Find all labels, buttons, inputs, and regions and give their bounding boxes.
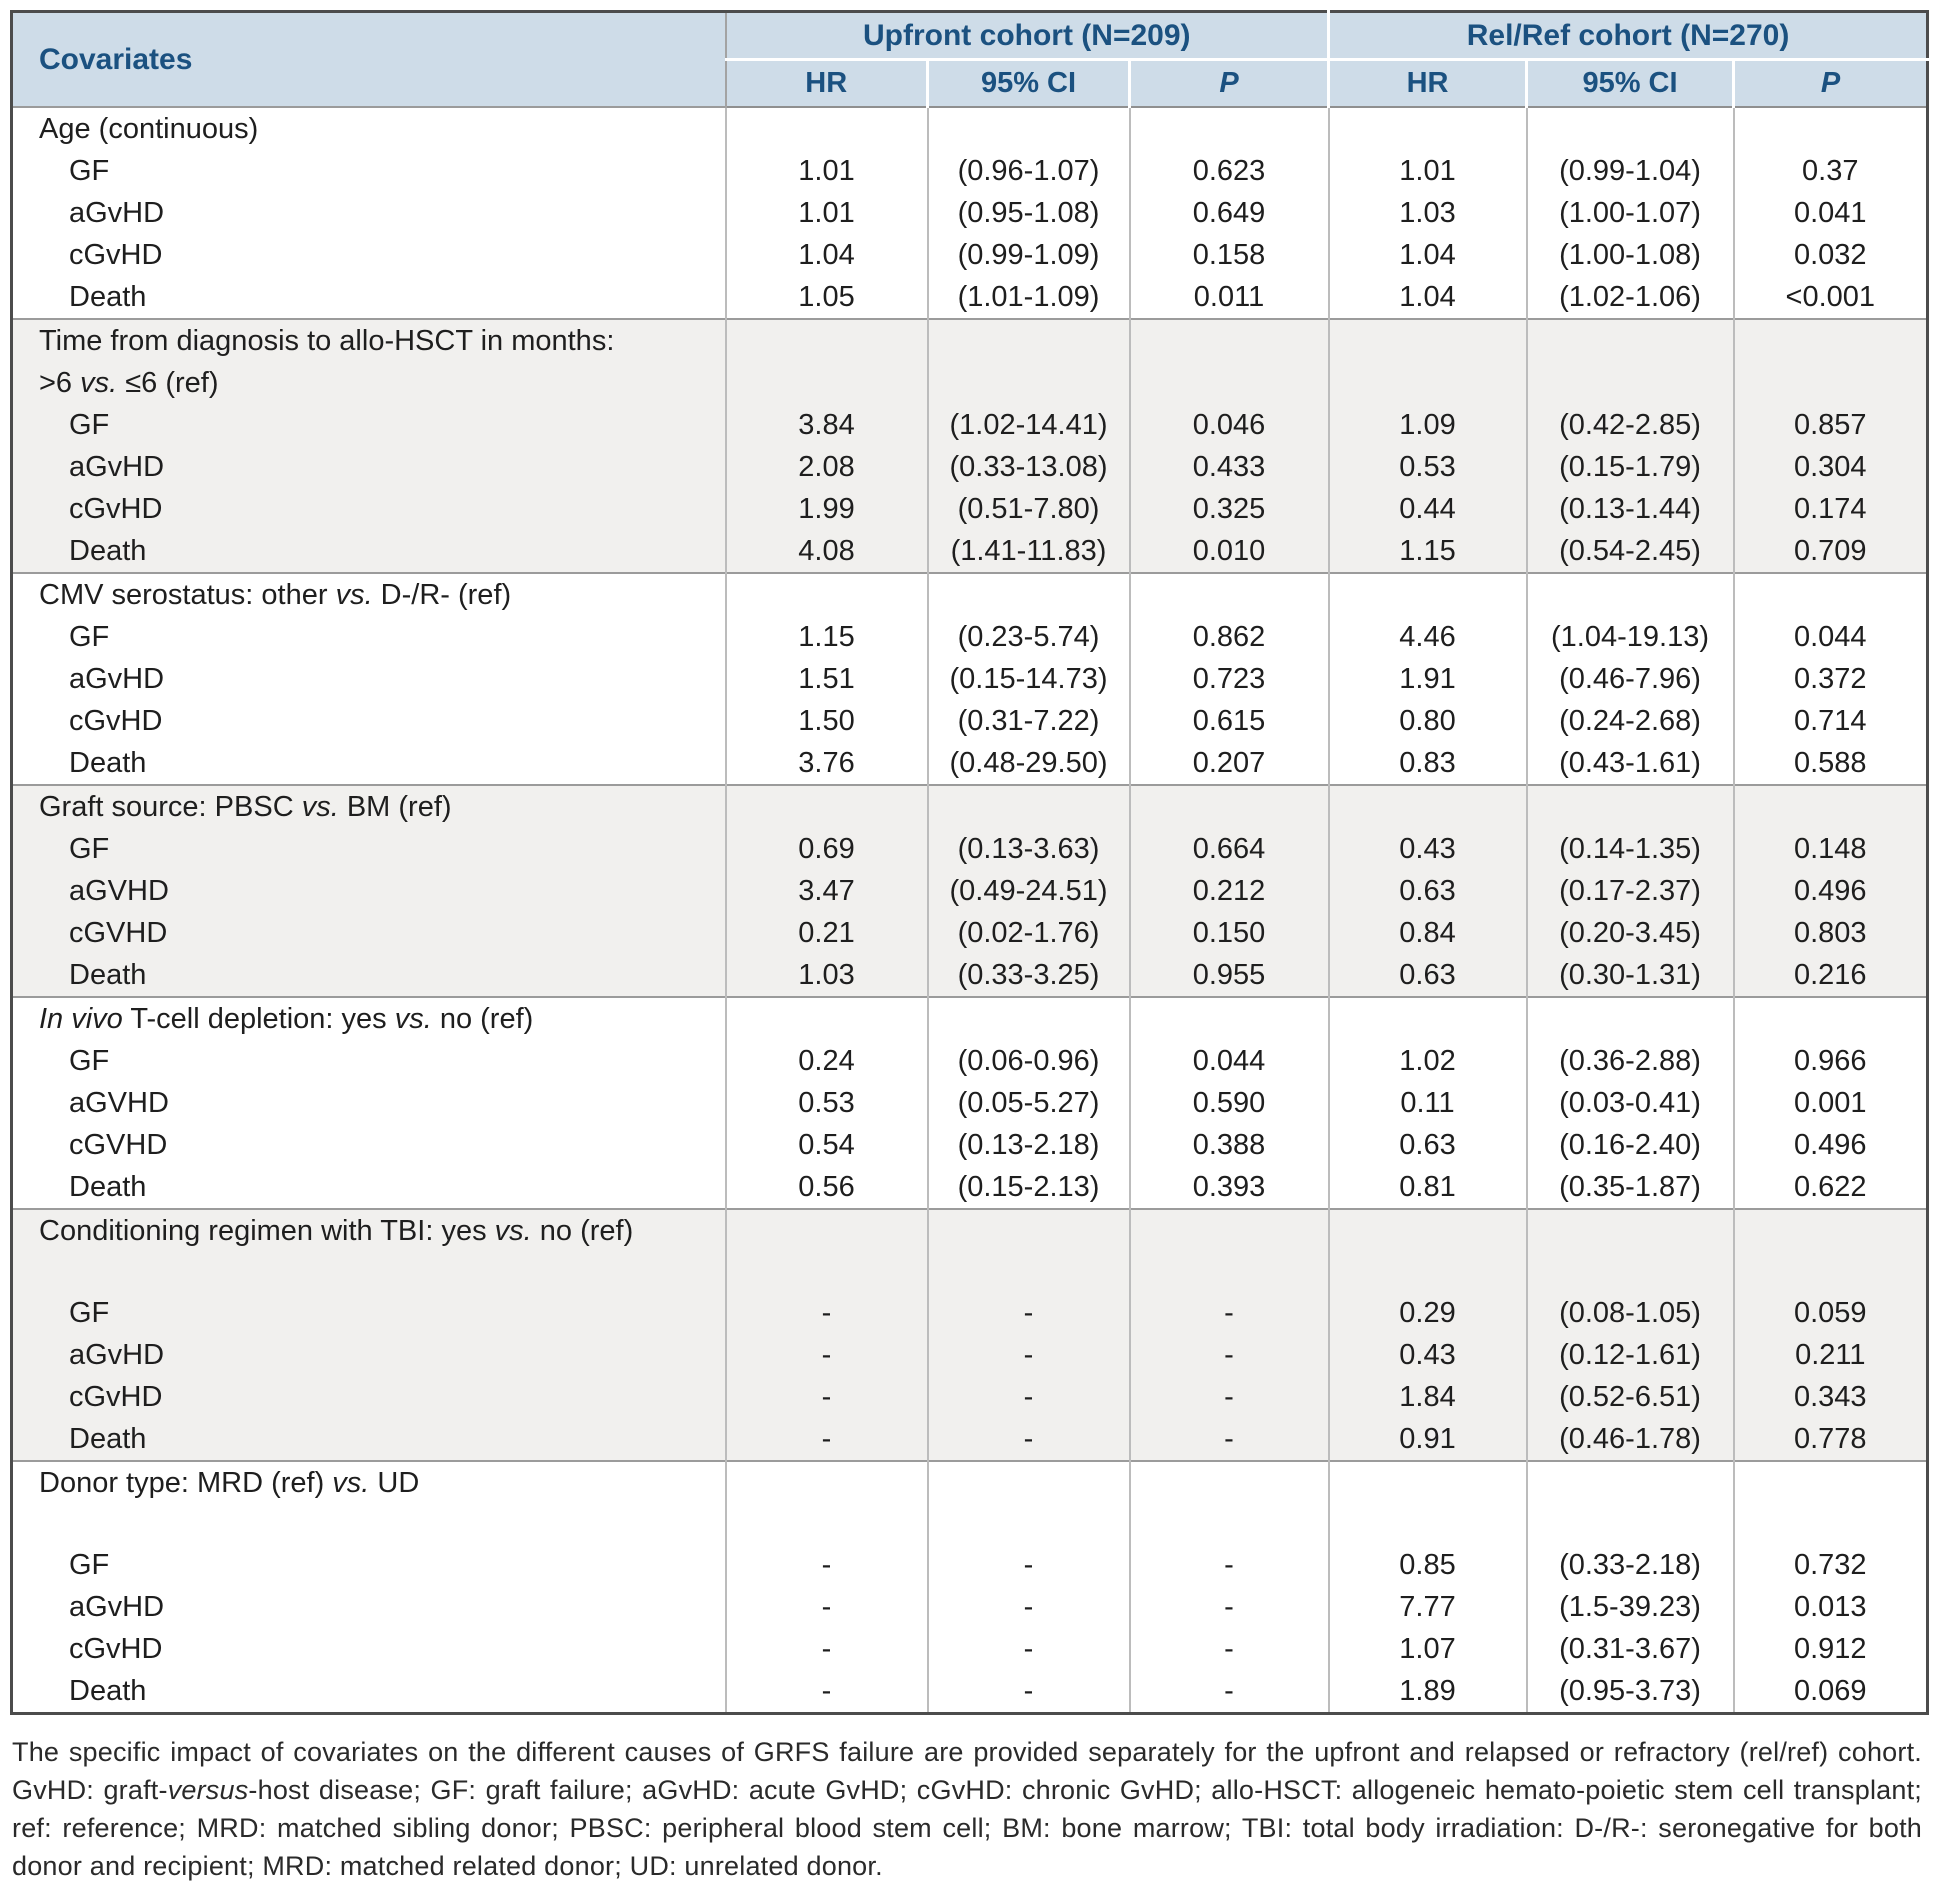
table-header [12, 12, 1928, 108]
ci-value: (0.35-1.87) [1527, 1166, 1734, 1209]
p-value: 0.041 [1734, 192, 1928, 234]
empty-cell [1734, 997, 1928, 1040]
p-value: 0.148 [1734, 828, 1928, 870]
ci-value: (0.02-1.76) [928, 912, 1130, 954]
p-value: 0.433 [1130, 446, 1329, 488]
p-value: 0.803 [1734, 912, 1928, 954]
section-label: Donor type: MRD (ref) vs. UD [12, 1461, 726, 1544]
p-value: 0.37 [1734, 150, 1928, 192]
table-row [12, 700, 1928, 742]
row-label: Death [12, 1418, 726, 1461]
hr-value: 0.80 [1329, 700, 1527, 742]
ci-value: (0.36-2.88) [1527, 1040, 1734, 1082]
section-label: CMV serostatus: other vs. D-/R- (ref) [12, 573, 726, 616]
p-value: 0.069 [1734, 1670, 1928, 1714]
empty-cell [1527, 1209, 1734, 1292]
empty-cell [1734, 573, 1928, 616]
hr-value: 0.43 [1329, 828, 1527, 870]
p-value: 0.059 [1734, 1292, 1928, 1334]
p-value: - [1130, 1418, 1329, 1461]
ci-value: (0.13-3.63) [928, 828, 1130, 870]
hr-value: 0.11 [1329, 1082, 1527, 1124]
p-value: 0.857 [1734, 404, 1928, 446]
ci-value: (0.05-5.27) [928, 1082, 1130, 1124]
col-header-p: P [1734, 60, 1928, 108]
table-row [12, 1209, 1928, 1292]
empty-cell [726, 107, 928, 150]
table-row [12, 1040, 1928, 1082]
row-label: Death [69, 747, 147, 779]
row-label: aGVHD [12, 870, 726, 912]
ci-value: (0.99-1.04) [1527, 150, 1734, 192]
hr-value: 0.84 [1329, 912, 1527, 954]
ci-value: (0.96-1.07) [928, 150, 1130, 192]
table-row [12, 742, 1928, 785]
table-row [12, 488, 1928, 530]
p-value: <0.001 [1734, 276, 1928, 319]
table-row [12, 658, 1928, 700]
hr-value: 1.04 [1329, 234, 1527, 276]
table-row [12, 234, 1928, 276]
p-value: 0.590 [1130, 1082, 1329, 1124]
hr-value: 1.01 [1329, 150, 1527, 192]
p-value: 0.150 [1130, 912, 1329, 954]
p-value: 0.664 [1130, 828, 1329, 870]
hr-value: 0.63 [1329, 954, 1527, 997]
ci-value: (0.12-1.61) [1527, 1334, 1734, 1376]
table-row [12, 1376, 1928, 1418]
empty-cell [1329, 1209, 1527, 1292]
table-row [12, 828, 1928, 870]
table-row [12, 107, 1928, 150]
p-value: 0.623 [1130, 150, 1329, 192]
p-value: - [1130, 1334, 1329, 1376]
p-value: 0.622 [1734, 1166, 1928, 1209]
hr-value: - [726, 1376, 928, 1418]
p-value: 0.174 [1734, 488, 1928, 530]
row-label: cGVHD [12, 912, 726, 954]
empty-cell [726, 319, 928, 404]
hr-value: 0.56 [726, 1166, 928, 1209]
row-label: aGvHD [69, 1591, 165, 1623]
hr-value: 1.04 [726, 234, 928, 276]
ci-value: (0.17-2.37) [1527, 870, 1734, 912]
ci-value: (0.95-1.08) [928, 192, 1130, 234]
p-value: 0.955 [1130, 954, 1329, 997]
empty-cell [928, 107, 1130, 150]
hr-value: 0.24 [726, 1040, 928, 1082]
col-header-ci: 95% CI [928, 60, 1130, 108]
hr-value: 1.15 [1329, 530, 1527, 573]
row-label: Death [12, 530, 726, 573]
ci-value: - [928, 1292, 1130, 1334]
hr-value: 1.84 [1329, 1376, 1527, 1418]
table-row [12, 276, 1928, 319]
hr-value: 1.50 [726, 700, 928, 742]
ci-value: (0.33-3.25) [928, 954, 1130, 997]
hr-value: 7.77 [1329, 1586, 1527, 1628]
ci-value: (1.02-1.06) [1527, 276, 1734, 319]
section-label: Time from diagnosis to allo-HSCT in months: >6 vs. ≤6 (ref) [12, 319, 726, 404]
table-row [12, 1292, 1928, 1334]
p-value: 0.207 [1130, 742, 1329, 785]
empty-cell [1527, 997, 1734, 1040]
hr-value: - [726, 1334, 928, 1376]
empty-cell [1130, 997, 1329, 1040]
row-label: GF [12, 828, 726, 870]
p-value: 0.714 [1734, 700, 1928, 742]
row-label: cGvHD [69, 1633, 163, 1665]
empty-cell [726, 785, 928, 828]
hr-value: 1.05 [726, 276, 928, 319]
ci-value: (0.03-0.41) [1527, 1082, 1734, 1124]
hr-value: 1.04 [1329, 276, 1527, 319]
empty-cell [1527, 1461, 1734, 1544]
section-label: Graft source: PBSC vs. BM (ref) [12, 785, 726, 828]
ci-value: (0.08-1.05) [1527, 1292, 1734, 1334]
row-label: aGvHD [12, 446, 726, 488]
ci-value: (1.00-1.07) [1527, 192, 1734, 234]
row-label: Death [69, 1171, 147, 1203]
hr-value: 0.29 [1329, 1292, 1527, 1334]
table-row [12, 573, 1928, 616]
ci-value: (0.30-1.31) [1527, 954, 1734, 997]
empty-cell [1130, 1209, 1329, 1292]
table-row [12, 192, 1928, 234]
p-value: - [1130, 1628, 1329, 1670]
empty-cell [1329, 997, 1527, 1040]
p-value: 0.372 [1734, 658, 1928, 700]
hr-value: 1.02 [1329, 1040, 1527, 1082]
p-value: 0.212 [1130, 870, 1329, 912]
ci-value: - [928, 1586, 1130, 1628]
table-row [12, 1586, 1928, 1628]
table-row [12, 870, 1928, 912]
ci-value: (0.06-0.96) [928, 1040, 1130, 1082]
hr-value: - [726, 1292, 928, 1334]
footnote-text: The specific impact of covariates on the different causes of GRFS failure are provided separately for the upfront and relapsed or refractory (rel/ref) cohort. GvHD: graft-versus-host disease; GF: graft failure; aGvHD: acute GvHD; cGvHD: chronic GvHD; allo-HSCT: allogeneic hemato-poietic stem cell transplant; ref: reference; MRD: matched sibling donor; PBSC: peripheral blood stem cell; BM: bone marrow; TBI: total body irradiation: D-/R-: seronegative for both donor and recipient; MRD: matched related donor; UD: unrelated donor. [12, 1737, 1922, 1881]
p-value: 0.966 [1734, 1040, 1928, 1082]
ci-value: - [928, 1544, 1130, 1586]
hr-value: - [726, 1544, 928, 1586]
row-label: GF [12, 404, 726, 446]
table-row [12, 616, 1928, 658]
table-row [12, 446, 1928, 488]
ci-value: (1.41-11.83) [928, 530, 1130, 573]
ci-value: (0.13-2.18) [928, 1124, 1130, 1166]
p-value: 0.044 [1130, 1040, 1329, 1082]
empty-cell [1527, 107, 1734, 150]
row-label: Death [69, 281, 147, 313]
p-value: 0.732 [1734, 1544, 1928, 1586]
ci-value: (0.15-14.73) [928, 658, 1130, 700]
hr-value: 0.69 [726, 828, 928, 870]
empty-cell [1329, 319, 1527, 404]
row-label: GF [69, 621, 110, 653]
col-header-p: P [1130, 60, 1329, 108]
empty-cell [1527, 319, 1734, 404]
table-row [12, 785, 1928, 828]
empty-cell [928, 1461, 1130, 1544]
row-label: Death [12, 954, 726, 997]
ci-value: (0.31-3.67) [1527, 1628, 1734, 1670]
table-body [12, 107, 1928, 1714]
empty-cell [1734, 319, 1928, 404]
empty-cell [1130, 785, 1329, 828]
p-value: 0.588 [1734, 742, 1928, 785]
empty-cell [726, 573, 928, 616]
hr-value: 0.63 [1329, 870, 1527, 912]
p-value: - [1130, 1586, 1329, 1628]
p-value: 0.778 [1734, 1418, 1928, 1461]
row-label: aGvHD [69, 197, 165, 229]
hr-value: 1.91 [1329, 658, 1527, 700]
hr-value: 0.83 [1329, 742, 1527, 785]
ci-value: (0.33-13.08) [928, 446, 1130, 488]
ci-value: (0.15-2.13) [928, 1166, 1130, 1209]
hr-value: 1.09 [1329, 404, 1527, 446]
p-value: 0.912 [1734, 1628, 1928, 1670]
ci-value: (0.23-5.74) [928, 616, 1130, 658]
table-row [12, 1166, 1928, 1209]
p-value: 0.709 [1734, 530, 1928, 573]
p-value: 0.325 [1130, 488, 1329, 530]
row-label: cGvHD [12, 1376, 726, 1418]
hr-value: 0.53 [1329, 446, 1527, 488]
ci-value: (0.24-2.68) [1527, 700, 1734, 742]
p-value: 0.032 [1734, 234, 1928, 276]
p-value: 0.011 [1130, 276, 1329, 319]
empty-cell [1734, 785, 1928, 828]
hr-value: 0.54 [726, 1124, 928, 1166]
ci-value: - [928, 1670, 1130, 1714]
empty-cell [1527, 785, 1734, 828]
row-label: cGVHD [69, 1129, 168, 1161]
p-value: 0.046 [1130, 404, 1329, 446]
hr-value: 2.08 [726, 446, 928, 488]
ci-value: (0.48-29.50) [928, 742, 1130, 785]
p-value: 0.649 [1130, 192, 1329, 234]
hr-value: 1.99 [726, 488, 928, 530]
p-value: 0.723 [1130, 658, 1329, 700]
hr-value: 0.63 [1329, 1124, 1527, 1166]
p-value: 0.044 [1734, 616, 1928, 658]
row-label: cGvHD [12, 488, 726, 530]
p-value: 0.216 [1734, 954, 1928, 997]
row-label: aGvHD [69, 663, 165, 695]
p-value: 0.343 [1734, 1376, 1928, 1418]
hr-value: 0.21 [726, 912, 928, 954]
cohort-header-relref: Rel/Ref cohort (N=270) [1329, 12, 1928, 60]
table-row [12, 1544, 1928, 1586]
covariates-header-cell: Covariates [12, 12, 726, 108]
ci-value: - [928, 1628, 1130, 1670]
p-value: 0.496 [1734, 1124, 1928, 1166]
hr-value: 0.85 [1329, 1544, 1527, 1586]
table-row [12, 319, 1928, 404]
ci-value: (0.42-2.85) [1527, 404, 1734, 446]
p-value: 0.158 [1130, 234, 1329, 276]
row-label: aGVHD [69, 1087, 169, 1119]
table-row [12, 1461, 1928, 1544]
empty-cell [1527, 573, 1734, 616]
row-label: GF [69, 1549, 110, 1581]
ci-value: (0.52-6.51) [1527, 1376, 1734, 1418]
empty-cell [1329, 573, 1527, 616]
p-value: 0.211 [1734, 1334, 1928, 1376]
table-row [12, 954, 1928, 997]
p-value: - [1130, 1670, 1329, 1714]
col-header-hr: HR [726, 60, 928, 108]
table-row [12, 912, 1928, 954]
ci-value: (0.46-7.96) [1527, 658, 1734, 700]
hr-value: 4.08 [726, 530, 928, 573]
hr-value: 4.46 [1329, 616, 1527, 658]
table-row [12, 1124, 1928, 1166]
p-value: 0.388 [1130, 1124, 1329, 1166]
row-label: GF [12, 1292, 726, 1334]
table-row [12, 404, 1928, 446]
hr-value: 1.89 [1329, 1670, 1527, 1714]
results-table [10, 10, 1929, 1715]
empty-cell [726, 997, 928, 1040]
section-label: Conditioning regimen with TBI: yes vs. no (ref) [12, 1209, 726, 1292]
col-header-hr: HR [1329, 60, 1527, 108]
ci-value: (1.02-14.41) [928, 404, 1130, 446]
ci-value: (0.14-1.35) [1527, 828, 1734, 870]
ci-value: (0.16-2.40) [1527, 1124, 1734, 1166]
hr-value: 0.81 [1329, 1166, 1527, 1209]
hr-value: 0.91 [1329, 1418, 1527, 1461]
section-label: In vivo T-cell depletion: yes vs. no (ref) [12, 997, 726, 1040]
hr-value: 1.07 [1329, 1628, 1527, 1670]
p-value: 0.496 [1734, 870, 1928, 912]
p-value: 0.001 [1734, 1082, 1928, 1124]
table-row [12, 1082, 1928, 1124]
row-label: aGvHD [12, 1334, 726, 1376]
ci-value: - [928, 1418, 1130, 1461]
ci-value: - [928, 1376, 1130, 1418]
hr-value: - [726, 1586, 928, 1628]
ci-value: - [928, 1334, 1130, 1376]
hr-value: 3.84 [726, 404, 928, 446]
p-value: 0.615 [1130, 700, 1329, 742]
hr-value: 1.51 [726, 658, 928, 700]
cohort-header-upfront: Upfront cohort (N=209) [726, 12, 1329, 60]
empty-cell [928, 319, 1130, 404]
p-value: - [1130, 1292, 1329, 1334]
ci-value: (0.20-3.45) [1527, 912, 1734, 954]
ci-value: (0.99-1.09) [928, 234, 1130, 276]
ci-value: (0.54-2.45) [1527, 530, 1734, 573]
table-row [12, 1670, 1928, 1714]
ci-value: (1.04-19.13) [1527, 616, 1734, 658]
row-label: GF [69, 1045, 110, 1077]
row-label: GF [69, 155, 110, 187]
hr-value: 1.01 [726, 150, 928, 192]
hr-value: 1.01 [726, 192, 928, 234]
hr-value: 1.03 [726, 954, 928, 997]
table-row [12, 150, 1928, 192]
empty-cell [1130, 107, 1329, 150]
empty-cell [726, 1209, 928, 1292]
hr-value: 1.03 [1329, 192, 1527, 234]
ci-value: (1.01-1.09) [928, 276, 1130, 319]
empty-cell [1329, 1461, 1527, 1544]
table-row [12, 997, 1928, 1040]
empty-cell [1329, 785, 1527, 828]
hr-value: 1.15 [726, 616, 928, 658]
empty-cell [928, 1209, 1130, 1292]
col-header-ci: 95% CI [1527, 60, 1734, 108]
empty-cell [1130, 319, 1329, 404]
ci-value: (0.51-7.80) [928, 488, 1130, 530]
p-value: 0.013 [1734, 1586, 1928, 1628]
ci-value: (0.43-1.61) [1527, 742, 1734, 785]
row-label: cGvHD [69, 239, 163, 271]
row-label: Death [69, 1675, 147, 1707]
hr-value: - [726, 1418, 928, 1461]
p-value: 0.010 [1130, 530, 1329, 573]
p-value: - [1130, 1376, 1329, 1418]
hr-value: 0.43 [1329, 1334, 1527, 1376]
empty-cell [1130, 1461, 1329, 1544]
empty-cell [1734, 1209, 1928, 1292]
p-value: - [1130, 1544, 1329, 1586]
hr-value: 0.44 [1329, 488, 1527, 530]
hr-value: 0.53 [726, 1082, 928, 1124]
p-value: 0.393 [1130, 1166, 1329, 1209]
ci-value: (0.95-3.73) [1527, 1670, 1734, 1714]
hr-value: - [726, 1670, 928, 1714]
ci-value: (0.46-1.78) [1527, 1418, 1734, 1461]
ci-value: (1.00-1.08) [1527, 234, 1734, 276]
empty-cell [1130, 573, 1329, 616]
hr-value: - [726, 1628, 928, 1670]
hr-value: 3.76 [726, 742, 928, 785]
hr-value: 3.47 [726, 870, 928, 912]
ci-value: (0.15-1.79) [1527, 446, 1734, 488]
ci-value: (0.31-7.22) [928, 700, 1130, 742]
p-value: 0.862 [1130, 616, 1329, 658]
empty-cell [726, 1461, 928, 1544]
row-label: cGvHD [69, 705, 163, 737]
ci-value: (0.49-24.51) [928, 870, 1130, 912]
empty-cell [1734, 1461, 1928, 1544]
empty-cell [928, 997, 1130, 1040]
empty-cell [928, 573, 1130, 616]
empty-cell [1734, 107, 1928, 150]
ci-value: (0.33-2.18) [1527, 1544, 1734, 1586]
ci-value: (1.5-39.23) [1527, 1586, 1734, 1628]
empty-cell [1329, 107, 1527, 150]
section-label: Age (continuous) [12, 107, 726, 150]
table-row [12, 1628, 1928, 1670]
empty-cell [928, 785, 1130, 828]
table-row [12, 1418, 1928, 1461]
p-value: 0.304 [1734, 446, 1928, 488]
table-row [12, 530, 1928, 573]
ci-value: (0.13-1.44) [1527, 488, 1734, 530]
table-row [12, 1334, 1928, 1376]
